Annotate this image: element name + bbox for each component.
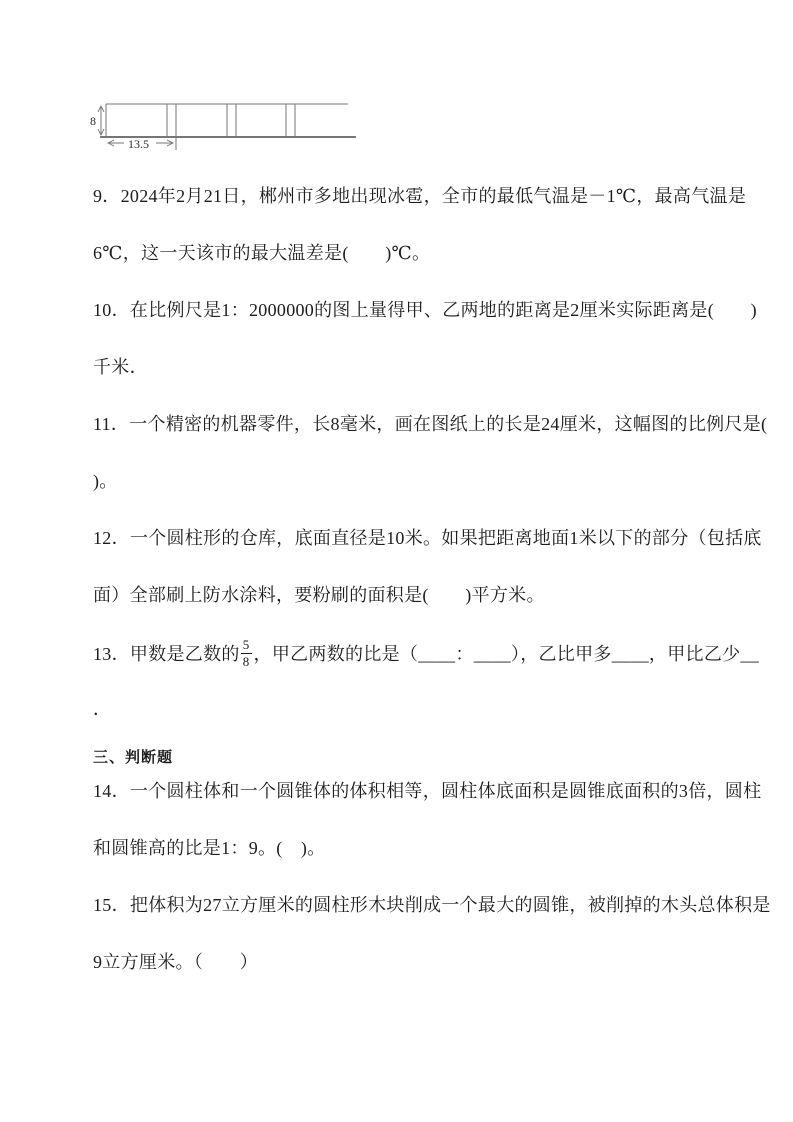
question-11-line-2: )。	[93, 471, 118, 491]
question-13-line-2: ．	[93, 699, 112, 719]
question-13-prefix: 13．甲数是乙数的	[93, 643, 240, 664]
section-heading-judgment: 三、判断题	[93, 749, 174, 766]
fraction-denominator: 8	[242, 654, 250, 670]
question-13-line-1	[93, 638, 759, 674]
segmented-strip-diagram	[88, 96, 360, 160]
question-15-line-2: 9立方厘米。（ ）	[93, 952, 258, 972]
question-9-line-1: 9．2024年2月21日，郴州市多地出现冰雹，全市的最低气温是－1℃，最高气温是	[93, 186, 747, 206]
question-12-line-1: 12．一个圆柱形的仓库，底面直径是10米。如果把距离地面1米以下的部分（包括底	[93, 528, 762, 548]
question-10-line-2: 千米．	[93, 357, 148, 377]
question-10-line-1: 10．在比例尺是1：2000000的图上量得甲、乙两地的距离是2厘米实际距离是( )	[93, 300, 757, 320]
question-9-line-2: 6℃，这一天该市的最大温差是( )℃。	[93, 243, 431, 263]
question-14-line-2: 和圆锥高的比是1：9。( )。	[93, 838, 326, 858]
figure-width-label: 13.5	[128, 137, 149, 151]
question-11-line-1: 11．一个精密的机器零件，长8毫米，画在图纸上的长是24厘米，这幅图的比例尺是(	[93, 414, 768, 434]
figure-height-label: 8	[90, 114, 96, 128]
question-12-line-2: 面）全部刷上防水涂料，要粉刷的面积是( )平方米。	[93, 585, 545, 605]
height-dimension-arrow	[98, 106, 104, 135]
fraction-numerator: 5	[241, 638, 252, 654]
question-13-suffix: ，甲乙两数的比是（____：____），乙比甲多____，甲比乙少__	[253, 643, 760, 664]
question-15-line-1: 15．把体积为27立方厘米的圆柱形木块削成一个最大的圆锥，被削掉的木头总体积是	[93, 895, 771, 915]
fraction-five-eighths	[241, 638, 252, 670]
question-14-line-1: 14．一个圆柱体和一个圆锥体的体积相等，圆柱体底面积是圆锥底面积的3倍，圆柱	[93, 781, 762, 801]
